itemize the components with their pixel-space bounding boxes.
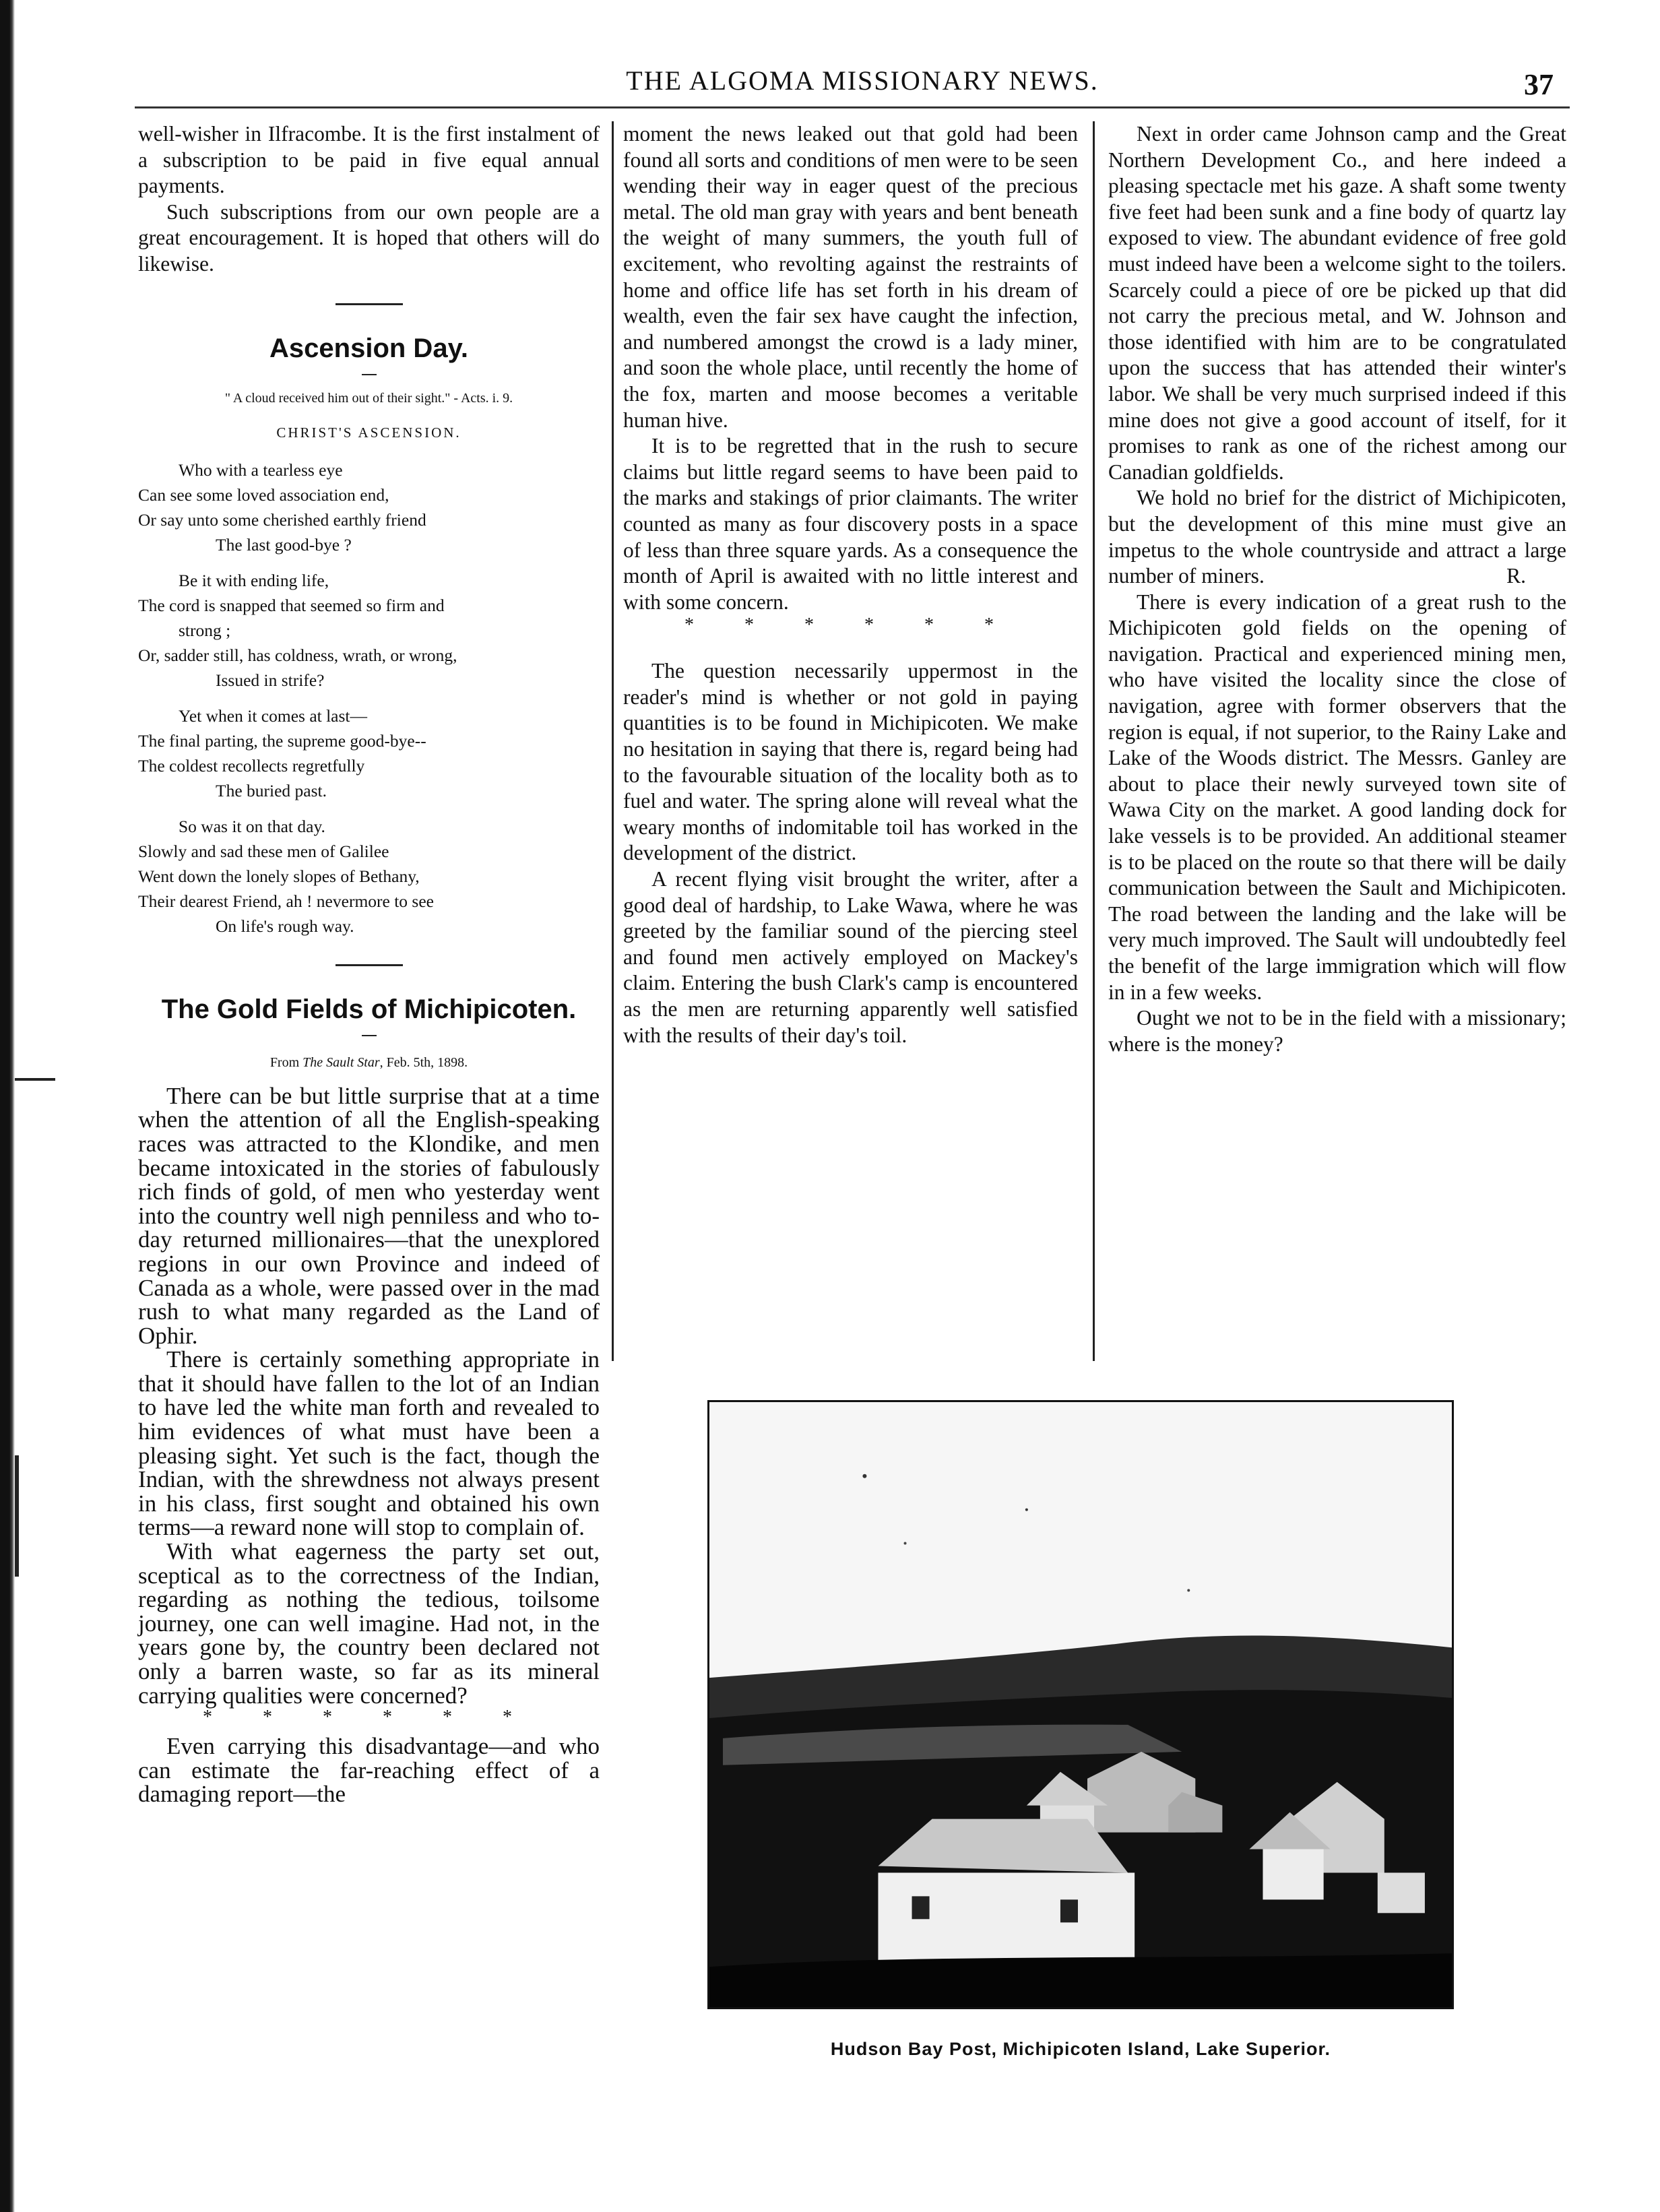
photo-caption: Hudson Bay Post, Michipicoten Island, Lake Superior. <box>830 2039 1331 2059</box>
poem-line: The cord is snapped that seemed so firm and <box>138 596 445 616</box>
column-divider <box>612 121 614 1361</box>
article-paragraph: There is certainly something appropriate in that it should have fallen to the lot of an Indian to have led the white man forth and revealed to him evidences of what must have been a pleasing sight. Yet such is the fact, though the Indian, with the shrewdness not always present in his class, first sought and obtained his own terms—a reward none will stop to complain of. <box>138 1346 600 1541</box>
section-stars: * * * * * * <box>684 614 1017 636</box>
article-paragraph: Even carrying this disadvantage—and who can estimate the far-reaching effect of a damaging report—the <box>138 1733 600 1808</box>
column-middle <box>623 121 1078 1048</box>
article-paragraph: It is to be regretted that in the rush to secure claims but little regard seems to have been paid to the marks and stakings of prior claimants. The writer counted as many as four discovery posts in a space of less than three square yards. As a consequence the month of April is awaited with no little interest and with some concern. <box>623 434 1078 614</box>
section-stars: * * * * * * <box>203 1707 535 1728</box>
poem-line: So was it on that day. <box>179 817 325 837</box>
poem-line: strong ; <box>179 621 231 641</box>
article-paragraph: There can be but little surprise that at a time when the attention of all the English-speaking races was attracted to the Klondike, and men became intoxicated in the stories of fabulously rich finds of gold, of men who yesterday went into the country well nigh penniless and who to-day returned millionaires—that the unexplored regions in our own Province and indeed of Canada as a whole, were passed over in the mad rush to what many regarded as the Land of Ophir. <box>138 1082 600 1349</box>
poem-line: Their dearest Friend, ah ! nevermore to see <box>138 891 434 912</box>
poem-line: Or say unto some cherished earthly friend <box>138 510 426 530</box>
poem-stanza <box>138 814 600 939</box>
poem-line: Issued in strife? <box>216 670 325 691</box>
poem-line: The last good-bye ? <box>216 535 352 555</box>
article-paragraph: There is every indication of a great rush to the Michipicoten gold fields on the opening of navigation. Practical and experienced mining men, who have visited the locality since the close of navigation, agree with former observers that the region is equal, if not superior, to the Rainy Lake and Lake of the Woods district. The Messrs. Ganley are about to place their newly surveyed town site of Wawa City on the market. A good landing dock for lake vessels is to be provided. An additional steamer is to be placed on the route so that there will be daily communication between the Sault and Michipicoten. The road between the landing and the lake will be very much improved. The Sault will undoubtedly feel the benefit of the large immigration which will flow in in a few weeks. <box>1108 590 1566 1004</box>
paragraph-text: We hold no brief for the district of Michipicoten, but the development of this mine must give an impetus to the whole countryside and attract a large number of miners. <box>1108 486 1566 588</box>
poem-line: The final parting, the supreme good-bye-- <box>138 731 426 751</box>
gold-fields-title: The Gold Fields of Michipicoten. <box>161 994 577 1025</box>
running-title: THE ALGOMA MISSIONARY NEWS. <box>626 65 1099 96</box>
article-source <box>138 1050 600 1076</box>
page-number: 37 <box>1524 68 1554 101</box>
poem-line: The coldest recollects regretfully <box>138 756 365 776</box>
poem-title: CHRIST'S ASCENSION. <box>276 424 461 441</box>
source-prefix: From <box>269 1055 303 1071</box>
poem-stanza <box>138 703 600 803</box>
header-rule <box>135 106 1570 108</box>
intro-paragraph: well-wisher in Ilfracombe. It is the first instalment of a subscription to be paid in five equal annual payments. <box>138 122 600 198</box>
article-paragraph: A recent flying visit brought the writer, after a good deal of hardship, to Lake Wawa, where he was greeted by the familiar sound of the piercing steel and found men actively employed on Mackey's claim. Entering the bush Clark's camp is encountered as the men are returning apparently well satisfied with the results of their day's toil. <box>623 867 1078 1047</box>
scan-edge-mark <box>15 1455 19 1577</box>
ascension-title: Ascension Day. <box>269 333 468 363</box>
poem-line: Went down the lonely slopes of Bethany, <box>138 866 420 887</box>
photo-image <box>709 1402 1452 2007</box>
title-dash <box>362 374 377 375</box>
section-separator <box>336 303 403 305</box>
column-divider <box>1093 121 1095 1361</box>
gold-fields-body <box>138 1084 600 1806</box>
poem-stanza <box>138 457 600 557</box>
poem-line: Who with a tearless eye <box>179 460 343 480</box>
scan-edge-mark <box>15 1078 55 1081</box>
poem-line: The buried past. <box>216 781 327 801</box>
author-signature: R. <box>1506 564 1526 588</box>
poem-line: Or, sadder still, has coldness, wrath, or wrong, <box>138 645 457 666</box>
poem-line: Can see some loved association end, <box>138 485 389 505</box>
article-paragraph: With what eagerness the party set out, sceptical as to the correctness of the Indian, regarding as nothing the tedious, toilsome journey, one can well imagine. Had not, in the years gone by, the country been declared not only a barren waste, so far as its mineral carrying qualities were concerned? <box>138 1538 600 1709</box>
article-paragraph: Next in order came Johnson camp and the Great Northern Development Co., and here indeed a pleasing spectacle met his gaze. A shaft some twenty five feet had been sunk and a fine body of quartz lay exposed to view. The abundant evidence of free gold must indeed have been a welcome sight to the toilers. Scarcely could a piece of ore be picked up that did not carry the precious metal, and W. Johnson and those identified with him are to be congratulated upon the success that has attended their winter's labor. We shall be very much surprised indeed if this mine does not give a good account of itself, for it promises to rank as one of the richest among our Canadian goldfields. <box>1108 122 1566 484</box>
epigraph: " A cloud received him out of their sight." - Acts. i. 9. <box>224 390 513 406</box>
poem-line: On life's rough way. <box>216 916 354 937</box>
section-separator <box>336 964 403 966</box>
source-date: , Feb. 5th, 1898. <box>379 1055 468 1071</box>
title-dash <box>362 1035 377 1036</box>
poem-stanza <box>138 568 600 693</box>
poem <box>138 457 600 939</box>
column-left <box>138 121 600 1806</box>
article-paragraph: moment the news leaked out that gold had been found all sorts and conditions of men were to be seen wending their way in eager quest of the precious metal. The old man gray with years and bent beneath the weight of many summers, the youth full of excitement, who revolting against the restraints of home and office life has set forth in his dream of wealth, even the fair sex have caught the infection, and numbered amongst the crowd is a lady miner, and soon the whole place, until recently the home of the fox, marten and moose becomes a veritable human hive. <box>623 122 1078 432</box>
poem-line: Slowly and sad these men of Galilee <box>138 842 389 862</box>
hudson-bay-post-photo <box>707 1400 1454 2009</box>
poem-line: Yet when it comes at last— <box>179 706 368 726</box>
article-paragraph <box>1108 485 1566 589</box>
article-paragraph: The question necessarily uppermost in the reader's mind is whether or not gold in paying quantities is to be found in Michipicoten. We make no hesitation in saying that there is, regard being had to the favourable situation of the locality both as to fuel and water. The spring alone will reveal what the weary months of indomitable toil has worked in the development of the district. <box>623 659 1078 865</box>
source-paper: The Sault Star <box>302 1055 380 1071</box>
scan-binding-edge <box>0 0 15 2212</box>
column-right <box>1108 121 1566 1057</box>
intro-paragraph: Such subscriptions from our own people are a great encouragement. It is hoped that others will do likewise. <box>138 199 600 276</box>
poem-line: Be it with ending life, <box>179 571 329 591</box>
article-paragraph: Ought we not to be in the field with a missionary; where is the money? <box>1108 1006 1566 1056</box>
